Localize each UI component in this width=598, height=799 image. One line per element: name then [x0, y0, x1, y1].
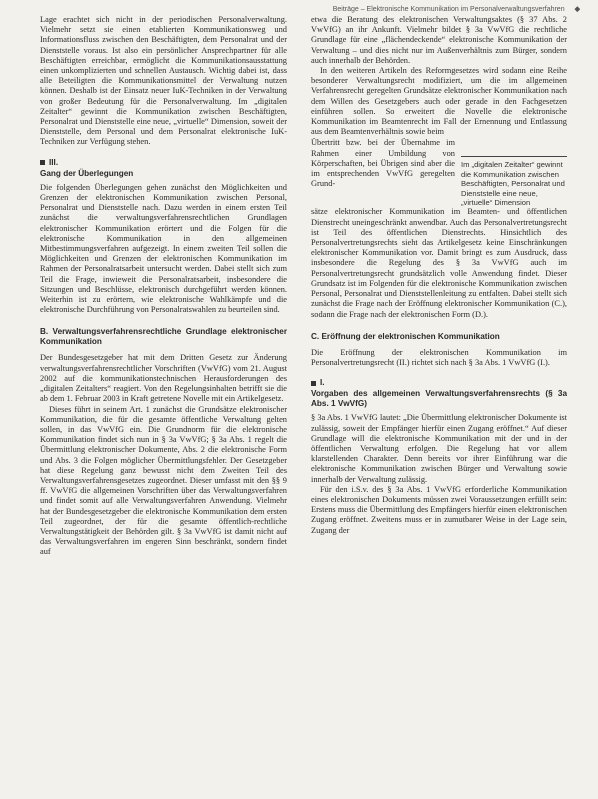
chapter-heading: C. Eröffnung der elektronischen Kommunikation — [311, 331, 500, 341]
paragraph: Übertritt bzw. bei der Übernahme im Rahmen einer Umbildung von Körperschaften, bei Übrigen sind aber die im entsprechenden VwVfG geregelten Grund- — [311, 138, 455, 189]
pullquote-wrap — [311, 138, 567, 207]
square-bullet-icon — [40, 160, 45, 165]
left-column — [40, 15, 287, 795]
section-heading: Gang der Überlegungen — [40, 168, 134, 178]
paragraph: Der Bundesgesetzgeber hat mit dem Dritten Gesetz zur Änderung verwaltungsverfahrensrechtlicher Vorschriften (VwVfG) vom 21. August 2002 auf die kommunikationstechnischen Herausforderungen des „digitalen Zeitalters“ reagiert. Von den Regelungsinhalten betrifft sie die ab dem 1. Februar 2003 in Kraft getretene Novelle mit ein Artikelgesetz. — [40, 353, 287, 404]
pull-quote: Im „digitalen Zeitalter“ gewinnt die Kommunikation zwischen Beschäftigten, Personalrat und Dienststelle eine neue, „virtuelle“ Dimension — [461, 156, 567, 207]
section-marker: I. — [311, 378, 567, 388]
paragraph: Lage erachtet sich nicht in der periodischen Personalverwaltung. Vielmehr setzt sie einen etablierten Kommunikationsweg und Informationsfluss zwischen den Beschäftigten, dem Personalrat und der Dienststelle voraus. Ist also ein persönlicher Ansprechpartner für alle Beschäftigten erreichbar, ermöglicht die Kommunikationsausstattung einen unkomplizierten und schnellen Austausch. Wichtig dabei ist, dass alle Beteiligten die Kommunikationsmittel der Verwaltung nutzen können. Deshalb ist der Einsatz neuer IuK-Techniken in der Verwaltung von großer Bedeutung für die Personalverwaltung. Im „digitalen Zeitalter“ gewinnt die Kommunikation zwischen Beschäftigten, Personalrat und Dienststelle eine neue, „virtuelle“ Dimension, soweit der Dienststelle, dem Personal und dem Personalrat elektronische IuK-Techniken zur Verfügung stehen. — [40, 15, 287, 147]
right-column — [311, 15, 567, 795]
paragraph: Dieses führt in seinem Art. 1 zunächst die Grundsätze elektronischer Kommunikation, die für die gesamte öffentliche Verwaltung gelten sollen, in das VwVfG ein. Die Grundnorm für die elektronische Kommunikation findet sich nun in § 3a VwVfG; § 3a Abs. 1 regelt die Übermittlung elektronischer Dokumente, Abs. 2 die elektronische Form und Abs. 3 die Folgen möglicher Übermittlungsfehler. Der Gesetzgeber hat diese Regelung ganz bewusst nicht dem Zweiten Teil des Verwaltungsverfahrensgesetzes zugeordnet. Dieser umfasst mit den §§ 9 ff. VwVfG die allgemeinen Vorschriften über das Verwaltungsverfahren und findet somit auf alle Verwaltungsverfahren Anwendung. Vielmehr hat der Bundesgesetzgeber die elektronische Kommunikation dem ersten Teil zugeordnet, der für die gesamte öffentlich-rechtliche Verwaltungstätigkeit der Behörden gilt. § 3a VwVfG ist damit nicht auf das Verwaltungsverfahren im engeren Sinn beschränkt, sondern findet auf — [40, 404, 287, 557]
paragraph: etwa die Beratung des elektronischen Verwaltungsaktes (§ 37 Abs. 2 VwVfG) an ihr Ankunft. Vielmehr bildet § 3a VwVfG die rechtliche Grundlage für eine „flächendeckende“ elektronische Kommunikation der Verwaltung – und dies nicht nur im Außenverhältnis zum Bürger, sondern auch innerhalb der Behörden. — [311, 15, 567, 65]
section-heading: Vorgaben des allgemeinen Verwaltungsverfahrensrechts (§ 3a Abs. 1 VwVfG) — [311, 389, 567, 409]
paragraph: In den weiteren Artikeln des Reformgesetzes wird sodann eine Reihe besonderer Verwaltungsrecht modifiziert, um die im allgemeinen Verfahrensrecht geregelten Grundsätze elektronischer Kommunikation nach dem Willen des Gesetzgebers auch oder gerade in den Fachgesetzen einführen sollen. So erweitert die Novelle die elektronische Kommunikation im Beamtenrecht im Fall der Ernennung und Entlassung aus dem Beamtenverhältnis sowie beim — [311, 66, 567, 137]
chapter-heading: B. Verwaltungsverfahrensrechtliche Grundlage elektronischer Kommunikation — [40, 327, 287, 347]
paragraph: Die folgenden Überlegungen gehen zunächst den Möglichkeiten und Grenzen der elektronischen Kommunikation zwischen Personal, Personalrat und Dienststelle nach. Dazu werden in einem ersten Teil zunächst die verwaltungsverfahrensrechtlichen Grundlagen elektronischer Kommunikation erörtert und die Folgen für die elektronische Kommunikation in den allgemeinen Mitbestimmungsverfahren aufgezeigt. In einem zweiten Teil sollen die Möglichkeiten und Grenzen der elektronischen Kommunikation im Rahmen der Personalratsarbeit untersucht werden. Dabei stellt sich zum Teil die Frage, inwieweit die Personalratsarbeit, insbesondere die Sitzungen und Beschlüsse, elektronisch durchgeführt werden können. Weiterhin ist zu erörtern, wie elektronische Wahlkämpfe und die elektronische Durchführung von Personalratswahlen zu beurteilen sind. — [40, 182, 287, 315]
square-bullet-icon — [311, 381, 316, 386]
paragraph: Für den i.S.v. des § 3a Abs. 1 VwVfG erforderliche Kommunikation eines elektronischen Dokuments müssen zwei Voraussetzungen erfüllt sein: Erstens muss die Übermittlung des Empfängers hierfür einen elektronischen Zugang eröffnet. Zweitens muss er in zumutbarer Weise in der Lage sein, Zugang der — [311, 484, 567, 535]
running-header — [300, 5, 580, 13]
paragraph: Die Eröffnung der elektronischen Kommunikation im Personalvertretungsrecht (II.) richtet sich nach § 3a Abs. 1 VwVfG (I.). — [311, 347, 567, 367]
running-title: Beiträge – Elektronische Kommunikation im Personalverwaltungsverfahren — [332, 6, 565, 13]
paragraph: § 3a Abs. 1 VwVfG lautet: „Die Übermittlung elektronischer Dokumente ist zulässig, soweit der Empfänger hierfür einen Zugang eröffnet.“ Auf dieser Grundlage will die elektronische Kommunikation mit der und in der öffentlichen Verwaltung erfolgen. Die Regelung hat vor allem klarstellenden Charakter. Denn bereits vor ihrer Einführung war die elektronische Kommunikation zwischen Bürger und Verwaltung sowie innerhalb der Verwaltung zulässig. — [311, 413, 567, 484]
page-number: ◆ — [574, 6, 580, 13]
section-marker: III. — [40, 158, 287, 168]
paragraph: sätze elektronischer Kommunikation im Beamten- und öffentlichen Dienstrecht uneingeschränkt anwendbar. Auch das Personalvertretungsrecht ist Teil des öffentlichen Dienstrechts. Hinsichtlich des Personalvertretungsrechts sieht das Artikelgesetz keine Einschränkungen elektronischer Kommunikation vor. Damit bringt es zum Ausdruck, dass insbesondere die Regelung des § 3a VwVfG auch im Personalvertretungsrecht grundsätzlich volle Anwendung findet. Dieser Grundsatz ist im Folgenden für die elektronische Kommunikation zwischen Personal, Personalrat und Dienststellenleitung zu entfalten. Dabei stellt sich zunächst die Frage nach der Eröffnung elektronischer Kommunikation (C.), sodann die Frage nach der elektronischen Form (D.). — [311, 207, 567, 319]
